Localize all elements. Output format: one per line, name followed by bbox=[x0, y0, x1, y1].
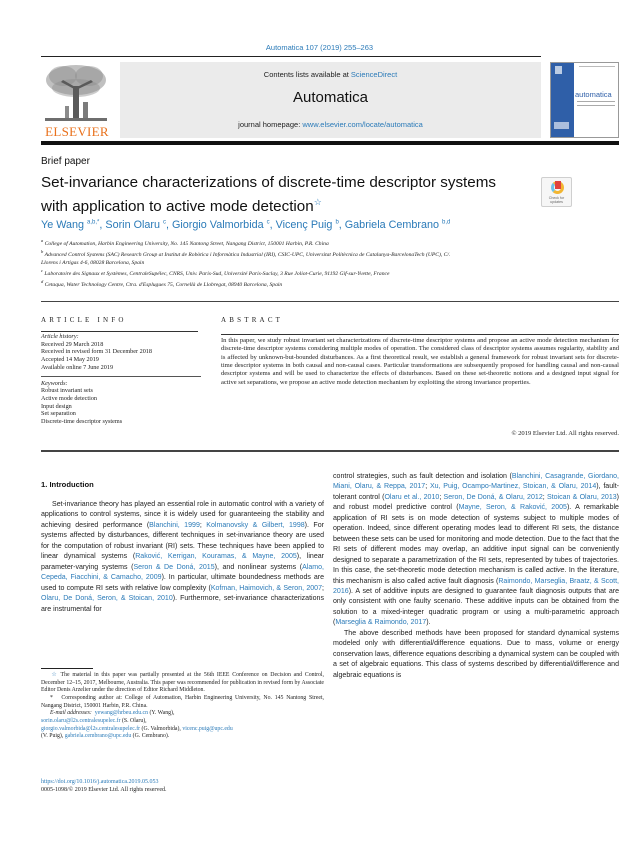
cover-subtitle bbox=[577, 101, 615, 106]
email-link[interactable]: giorgio.valmorbida@l2s.centralesupelec.fr bbox=[41, 725, 141, 732]
affiliation-text: Advanced Control Systems (SAC) Research Group at Institut de Robòtica i Informàtica Industrial (IRI), CSIC-UPC, Universitat Politècnica de Catalunya-BarcelonaTech (UPC), C/. Llorens i Artigas 4-6, 08028 Barcelona, Spain bbox=[41, 251, 451, 267]
affiliation-item bbox=[41, 248, 461, 267]
email-owner: (G. Cembrano). bbox=[131, 733, 170, 740]
citation-link[interactable]: Kofman, Haimovich, & Seron, 2007 bbox=[210, 584, 323, 592]
citation-link[interactable]: Kolmanovsky & Gilbert, 1998 bbox=[206, 521, 305, 529]
body-text-run: ), and nonlinear systems ( bbox=[214, 563, 303, 571]
abstract-rule bbox=[221, 334, 619, 335]
journal-name: Automatica bbox=[292, 89, 369, 106]
keyword-item: Set separation bbox=[41, 410, 76, 418]
body-text-run: ). In particular, ultimate boundedness methods are used to compute RI sets with relative low complexity ( bbox=[41, 574, 325, 592]
citation-link[interactable]: Stoican & Olaru, 2013 bbox=[546, 493, 617, 501]
author-affiliation-sup[interactable]: c bbox=[162, 219, 166, 226]
citation-link[interactable]: Raimondo, Marseglia, Braatz, & Scott, 2016 bbox=[333, 577, 619, 595]
cover-header-line bbox=[579, 66, 615, 67]
elsevier-logo[interactable] bbox=[41, 62, 113, 140]
affiliation-list bbox=[41, 237, 461, 289]
corresponding-footnote-text: Corresponding author at: College of Automation, Harbin Engineering University, No. 145 Nantong Street, Nangang District, 150001 Harbin, P.R. China. bbox=[41, 694, 324, 709]
citation-link[interactable]: Blanchini, 1999 bbox=[149, 521, 200, 529]
corresponding-asterisk-icon: * bbox=[50, 694, 53, 701]
author-affiliation-sup[interactable]: b bbox=[335, 219, 339, 226]
email-link[interactable]: gabriela.cembrano@upc.edu bbox=[64, 733, 132, 740]
body-text-run: ). A set of additive inputs are designed to guarantee fault diagnosis outputs that are only consistent with one faulty scenario. These additive inputs can be obtained from the solution to a mixed-integer quadratic program or using a multi-parametric approach ( bbox=[333, 587, 619, 627]
affiliation-key: b bbox=[41, 249, 44, 255]
issn-copyright: 0005-1098/© 2019 Elsevier Ltd. All rights reserved. bbox=[41, 787, 167, 793]
journal-cover-thumbnail[interactable] bbox=[550, 62, 619, 138]
cover-logo bbox=[555, 66, 562, 74]
corresponding-footnote bbox=[41, 695, 324, 710]
cover-ifac-logo bbox=[554, 122, 569, 129]
history-item: Received 29 March 2018 bbox=[41, 340, 104, 348]
journal-header-box bbox=[120, 62, 541, 138]
body-text-run: ). Furthermore, set-invariance characterizations are instrumental for bbox=[41, 595, 324, 613]
article-history-label: Article history: bbox=[41, 333, 79, 340]
body-text-run: ) and robust model predictive control ( bbox=[333, 493, 620, 512]
elsevier-wordmark: ELSEVIER bbox=[45, 124, 109, 139]
email-label: E-mail addresses: bbox=[50, 710, 92, 717]
cover-title: automatica bbox=[575, 90, 612, 99]
citation-link[interactable]: Mayne, Seron, & Raković, 2005 bbox=[458, 504, 567, 512]
history-item: Accepted 14 May 2019 bbox=[41, 356, 99, 364]
email-link[interactable]: sorin.olaru@l2s.centralesupelec.fr bbox=[41, 717, 121, 724]
citation-link[interactable]: Olaru, De Doná, Seron, & Stoican, 2010 bbox=[41, 595, 173, 603]
body-text-run: control strategies, such as fault detection and isolation ( bbox=[333, 473, 512, 480]
abstract-copyright: © 2019 Elsevier Ltd. All rights reserved. bbox=[511, 430, 619, 437]
author-link[interactable]: Giorgio Valmorbida bbox=[171, 219, 264, 231]
author-link[interactable]: Vicenç Puig bbox=[275, 219, 333, 231]
affiliation-text: College of Automation, Harbin Engineering University, No. 145 Nantong Street, Nangang District, 150001 Harbin, P.R. China bbox=[44, 240, 329, 247]
check-updates-bookmark-icon bbox=[555, 181, 561, 189]
affiliation-item bbox=[41, 267, 461, 278]
emphasis-text: active bbox=[546, 567, 565, 575]
author-affiliation-sup[interactable]: b,d bbox=[442, 219, 451, 226]
citation-link[interactable]: Olaru et al., 2010 bbox=[384, 493, 440, 501]
author-link[interactable]: Sorin Olaru bbox=[105, 219, 160, 231]
keyword-item: Input design bbox=[41, 402, 72, 410]
author-link[interactable]: Gabriela Cembrano bbox=[344, 219, 440, 231]
funding-footnote bbox=[41, 672, 324, 695]
intro-paragraph-2-text: The above described methods have been proposed for standard dynamical systems modeled only with differential/difference equations. Due to mass, volume or energy conservation laws, difference equations describing a dynamical system can be coupled with a set of algebraic equations. This class of systems described by differential/difference and algebraic equations is bbox=[333, 629, 619, 679]
body-text-run: ; bbox=[439, 493, 444, 501]
title-line-1: Set-invariance characterizations of discrete-time descriptor systems bbox=[41, 174, 496, 191]
journal-homepage-link[interactable]: www.elsevier.com/locate/automatica bbox=[302, 120, 423, 129]
elsevier-tree-icon bbox=[43, 62, 109, 124]
affiliation-item bbox=[41, 278, 461, 289]
article-info-rule bbox=[41, 331, 198, 332]
body-text-run: ). For systems affected by disturbances, different techniques in set-invariance theory are used for the computation of robust invariant (RI) sets. These techniques have been applied to linear dynamical systems ( bbox=[41, 521, 325, 561]
contents-prefix: Contents lists available at bbox=[263, 70, 351, 79]
title-footnote-star-icon[interactable]: ☆ bbox=[313, 196, 322, 207]
doi-link[interactable]: https://doi.org/10.1016/j.automatica.2019.05.053 bbox=[41, 779, 159, 785]
email-owner: (V. Puig), bbox=[41, 733, 65, 740]
footnote-star-icon: ☆ bbox=[50, 672, 58, 678]
history-item: Received in revised form 31 December 2018 bbox=[41, 348, 152, 356]
email-link[interactable]: yewang@hrbeu.edu.cn bbox=[94, 710, 149, 717]
author-affiliation-sup[interactable]: c bbox=[266, 219, 270, 226]
body-text-run: ; bbox=[425, 483, 430, 491]
introduction-heading: 1. Introduction bbox=[41, 480, 94, 489]
title-line-2: with application to active mode detection bbox=[41, 197, 314, 215]
citation-link[interactable]: Alamo, Cepeda, Fiacchini, & Camacho, 2009 bbox=[41, 563, 324, 582]
check-updates-label: Check for updates bbox=[548, 196, 565, 204]
right-column bbox=[333, 472, 619, 681]
journal-citation-link[interactable]: Automatica 107 (2019) 255–263 bbox=[265, 43, 374, 52]
paper-title bbox=[41, 174, 511, 216]
body-text-run: ; bbox=[322, 584, 324, 592]
keyword-item: Robust invariant sets bbox=[41, 387, 93, 395]
citation-link[interactable]: Seron, De Doná, & Olaru, 2012 bbox=[443, 493, 543, 501]
affiliation-key: a bbox=[41, 238, 44, 243]
affiliation-text: Cetaqua, Water Technology Centre, Ctra. d'Esplugues 75, Cornellà de Llobregat, 08940 Barcelona, Spain bbox=[44, 282, 283, 289]
citation-link[interactable]: Marseglia & Raimondo, 2017 bbox=[335, 619, 427, 627]
author-list: Ye Wang $^{a,b,*}$, Sorin Olaru $^c$, Giorgio Valmorbida $^c$, Vicenç Puig $^b$, Gabriela Cembrano $^{b,d}$ bbox=[41, 219, 451, 231]
body-text-run: ). bbox=[426, 619, 431, 627]
email-link[interactable]: vicenc.puig@upc.edu bbox=[182, 725, 233, 732]
affiliation-key: d bbox=[41, 279, 44, 285]
keyword-item: Active mode detection bbox=[41, 394, 98, 402]
author-link[interactable]: Ye Wang bbox=[41, 219, 85, 231]
body-text-run: ; bbox=[542, 493, 547, 501]
body-text-run: . In the literature, this mechanism is also called active fault diagnosis ( bbox=[333, 567, 619, 585]
author-affiliation-sup[interactable]: a,b,* bbox=[87, 219, 100, 226]
abstract-heading: ABSTRACT bbox=[221, 316, 284, 324]
contents-available-line bbox=[120, 70, 541, 79]
body-text-run: ; bbox=[199, 521, 207, 529]
citation-link[interactable]: Raković, Kerrigan, Kouramas, & Mayne, 2005 bbox=[135, 553, 297, 561]
abstract-text: In this paper, we study robust invariant set characterizations of discrete-time descriptor systems and propose an active mode detection mechanism for discrete-time descriptor systems considering multiple modes of operation. The considered class of descriptor systems assumes regularity, stability and is affected by unknown-but-bounded disturbances. As a first theoretical result, we establish a general framework for robust invariant sets for discrete-time descriptor systems in both causal and non-causal cases. Particular transformations are subsequently proposed for handling causal and non-causal descriptor systems and will be used to characterize the effects of disturbances. Based on these set-theoretic notions and a designed input signal for active set separations, we propose an active mode detection mechanism by exploiting the strong invariance properties. bbox=[221, 337, 619, 386]
intro-paragraph-1 bbox=[41, 500, 324, 615]
email-owner: (G. Valmorbida), bbox=[140, 725, 183, 732]
intro-paragraph-2 bbox=[333, 629, 619, 681]
article-info-heading: ARTICLE INFO bbox=[41, 316, 127, 324]
body-text-run: ). A remarkable application of RI sets is on mode detection of systems subject to multiple modes of operation. Indeed, since different operating modes lead to different RI sets, the distance between these sets can be used for monitoring and mode detection. Due to the fact that the RI sets of different modes may overlap, an additive input signal can be conveniently designed to separate a parametrization of the RI sets, represented by tubes of trajectories. In this case, the set-theoretic mode detection mechanism is called bbox=[333, 504, 619, 575]
email-owner: (S. Olaru), bbox=[120, 717, 147, 724]
article-info-divider bbox=[41, 376, 201, 377]
email-footnote bbox=[41, 710, 324, 741]
citation-link[interactable]: Seron & De Doná, 2015 bbox=[133, 563, 215, 571]
header-thick-rule bbox=[41, 141, 619, 145]
article-info-panel bbox=[41, 333, 201, 426]
body-text-run: ), linear parameter-varying systems ( bbox=[41, 553, 325, 571]
footnote-rule bbox=[41, 668, 93, 669]
keyword-item: Discrete-time descriptor systems bbox=[41, 418, 123, 426]
citation-link[interactable]: Blanchini, Casagrande, Giordano, Miani, Olaru, & Reppa, 2017 bbox=[333, 473, 619, 491]
left-column bbox=[41, 480, 324, 615]
affiliation-text: Laboratoire des Signaux et Systèmes, CentraleSupélec, CNRS, Univ. Paris-Sud, Université Paris-Saclay, 3 Rue Joliot-Curie, 91192 Gif-sur-Yvette, France bbox=[44, 271, 390, 278]
citation-link[interactable]: Xu, Puig, Ocampo-Martinez, Stoican, & Olaru, 2014 bbox=[429, 483, 597, 491]
footnotes bbox=[41, 672, 324, 741]
sciencedirect-link[interactable]: ScienceDirect bbox=[350, 70, 398, 79]
homepage-prefix: journal homepage: bbox=[238, 120, 303, 129]
section-rule bbox=[41, 450, 619, 452]
section-rule bbox=[41, 301, 619, 302]
check-for-updates-button[interactable] bbox=[541, 177, 572, 207]
email-owner: (Y. Wang), bbox=[148, 710, 175, 717]
article-type: Brief paper bbox=[41, 156, 90, 167]
header-rule bbox=[41, 56, 541, 57]
affiliation-item bbox=[41, 237, 461, 248]
intro-paragraph-1-continued bbox=[333, 472, 619, 629]
affiliation-key: c bbox=[41, 268, 43, 274]
history-item: Available online 7 June 2019 bbox=[41, 363, 114, 371]
body-text-run: Set-invariance theory has played an essential role in automatic control with a variety of applications to control systems, since it is widely used for guaranteeing the stability and achieving desired performance ( bbox=[41, 501, 324, 529]
journal-homepage-line bbox=[120, 120, 541, 129]
funding-footnote-text: The material in this paper was partially presented at the 56th IEEE Conference on Decision and Control, December 12–15, 2017, Melbourne, Australia. This paper was recommended for publication in revised form by Associate Editor Denis Arzelier under the direction of Editor Richard Middleton. bbox=[41, 672, 324, 694]
keywords-label: Keywords: bbox=[41, 379, 68, 387]
body-text-run: ), fault-tolerant control ( bbox=[333, 483, 619, 501]
